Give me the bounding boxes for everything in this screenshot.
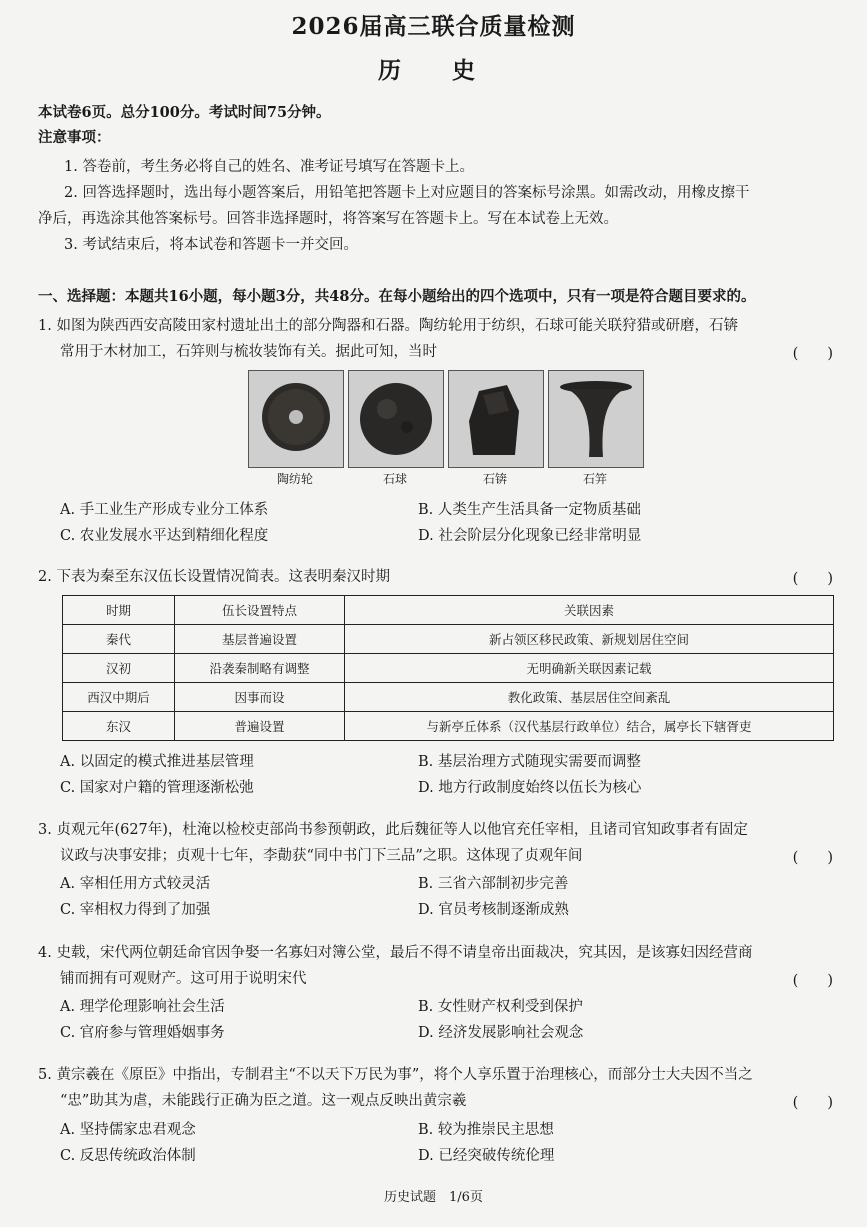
q1-option-a[interactable]: A. 手工业生产形成专业分工体系 [60,502,269,518]
q1-stem-line1: 1. 如图为陕西西安高陵田家村遗址出土的部分陶器和石器。陶纺轮用于纺织，石球可能关联狩猎或研磨，石锛 [38,318,738,334]
exam-intro: 本试卷6页。总分100分。考试时间75分钟。 [38,104,331,121]
q2-option-a[interactable]: A. 以固定的模式推进基层管理 [60,754,254,770]
section-heading: 一、选择题：本题共16小题，每小题3分，共48分。在每小题给出的四个选项中，只有一项是符合题目要求的。 [38,288,756,305]
q5-option-a[interactable]: A. 坚持儒家忠君观念 [60,1122,196,1138]
q5-stem-line2: “忠”助其为虐，未能践行正确为臣之道。这一观点反映出黄宗羲 [60,1093,467,1109]
q4-option-a[interactable]: A. 理学伦理影响社会生活 [60,999,225,1015]
subject-title: 历 史 [378,57,489,84]
table-cell: 普遍设置 [175,712,345,741]
q5-option-d[interactable]: D. 已经突破传统伦理 [418,1148,555,1164]
stone-hairpin-icon [549,371,643,467]
q3-stem-line1: 3. 贞观元年(627年)，杜淹以检校吏部尚书参预朝政，此后魏征等人以他官充任宰相，且诸司官知政事者有固定 [38,822,748,838]
wuzhang-table [62,595,834,741]
q1-answer-paren: ( ) [792,346,833,362]
table-header: 关联因素 [345,596,834,625]
q1-figures [248,370,628,486]
q3-stem-line2: 议政与决事安排；贞观十七年，李勣获“同中书门下三品”之职。这体现了贞观年间 [60,848,583,864]
table-cell: 因事而设 [175,683,345,712]
q4-stem-line1: 4. 史载，宋代两位朝廷命官因争娶一名寡妇对簿公堂，最后不得不请皇帝出面裁决，究其因，是该寡妇因经营商 [38,945,753,961]
table-cell: 新占领区移民政策、新规划居住空间 [345,625,834,654]
table-header: 伍长设置特点 [175,596,345,625]
table-row [63,625,834,654]
table-header: 时期 [63,596,175,625]
q2-option-d[interactable]: D. 地方行政制度始终以伍长为核心 [418,780,642,796]
table-cell: 沿袭秦制略有调整 [175,654,345,683]
q5-option-b[interactable]: B. 较为推崇民主思想 [418,1122,554,1138]
spindle-whorl-image [248,370,344,468]
q5-stem-line1: 5. 黄宗羲在《原臣》中指出，专制君主“不以天下万民为事”，将个人享乐置于治理核心，而部分士大夫因不当之 [38,1067,753,1083]
q3-answer-paren: ( ) [792,850,833,866]
figure-caption-3: 石锛 [482,472,507,486]
table-row [63,654,834,683]
table-header-row [63,596,834,625]
q3-option-c[interactable]: C. 宰相权力得到了加强 [60,902,211,918]
table-row [63,712,834,741]
table-row [63,683,834,712]
q3-option-d[interactable]: D. 官员考核制逐渐成熟 [418,902,569,918]
notice-heading: 注意事项： [38,129,111,146]
exam-title: 2026届高三联合质量检测 [291,13,576,40]
q4-stem-line2: 铺而拥有可观财产。这可用于说明宋代 [60,971,307,987]
table-cell: 无明确新关联因素记载 [345,654,834,683]
q4-option-c[interactable]: C. 官府参与管理婚姻事务 [60,1025,225,1041]
q1-option-c[interactable]: C. 农业发展水平达到精细化程度 [60,528,269,544]
q1-option-d[interactable]: D. 社会阶层分化现象已经非常明显 [418,528,642,544]
stone-hairpin-image [548,370,644,468]
table-cell: 秦代 [63,625,175,654]
q1-stem-line2: 常用于木材加工，石笄则与梳妆装饰有关。据此可知，当时 [60,344,437,360]
notice-item-2: 2. 回答选择题时，选出每小题答案后，用铅笔把答题卡上对应题目的答案标号涂黑。如需改动，用橡皮擦干 [64,185,750,201]
q4-option-d[interactable]: D. 经济发展影响社会观念 [418,1025,584,1041]
stone-adze-icon [449,371,543,467]
q2-answer-paren: ( ) [792,571,833,587]
stone-ball-icon [349,371,443,467]
notice-item-3: 3. 考试结束后，将本试卷和答题卡一并交回。 [64,237,358,253]
notice-item-2-cont: 净后，再选涂其他答案标号。回答非选择题时，将答案写在答题卡上。写在本试卷上无效。 [38,211,618,227]
q2-stem-line1: 2. 下表为秦至东汉伍长设置情况简表。这表明秦汉时期 [38,569,390,585]
table-cell: 与新亭丘体系（汉代基层行政单位）结合，属亭长下辖胥吏 [345,712,834,741]
table-cell: 西汉中期后 [63,683,175,712]
q3-option-b[interactable]: B. 三省六部制初步完善 [418,876,569,892]
q3-option-a[interactable]: A. 宰相任用方式较灵活 [60,876,211,892]
figure-caption-1: 陶纺轮 [276,472,313,486]
table-cell: 东汉 [63,712,175,741]
table-cell: 基层普遍设置 [175,625,345,654]
q2-option-c[interactable]: C. 国家对户籍的管理逐渐松弛 [60,780,254,796]
stone-ball-image [348,370,444,468]
q5-answer-paren: ( ) [792,1095,833,1111]
stone-adze-image [448,370,544,468]
spindle-whorl-icon [249,371,343,467]
q2-option-b[interactable]: B. 基层治理方式随现实需要而调整 [418,754,641,770]
q1-option-b[interactable]: B. 人类生产生活具备一定物质基础 [418,502,641,518]
q4-answer-paren: ( ) [792,973,833,989]
table-cell: 汉初 [63,654,175,683]
notice-item-1: 1. 答卷前，考生务必将自己的姓名、准考证号填写在答题卡上。 [64,159,474,175]
q4-option-b[interactable]: B. 女性财产权利受到保护 [418,999,583,1015]
table-cell: 教化政策、基层居住空间紊乱 [345,683,834,712]
page-footer: 历史试题 1/6页 [384,1190,483,1205]
figure-caption-4: 石笄 [582,472,607,486]
figure-caption-2: 石球 [382,472,407,486]
q5-option-c[interactable]: C. 反思传统政治体制 [60,1148,196,1164]
